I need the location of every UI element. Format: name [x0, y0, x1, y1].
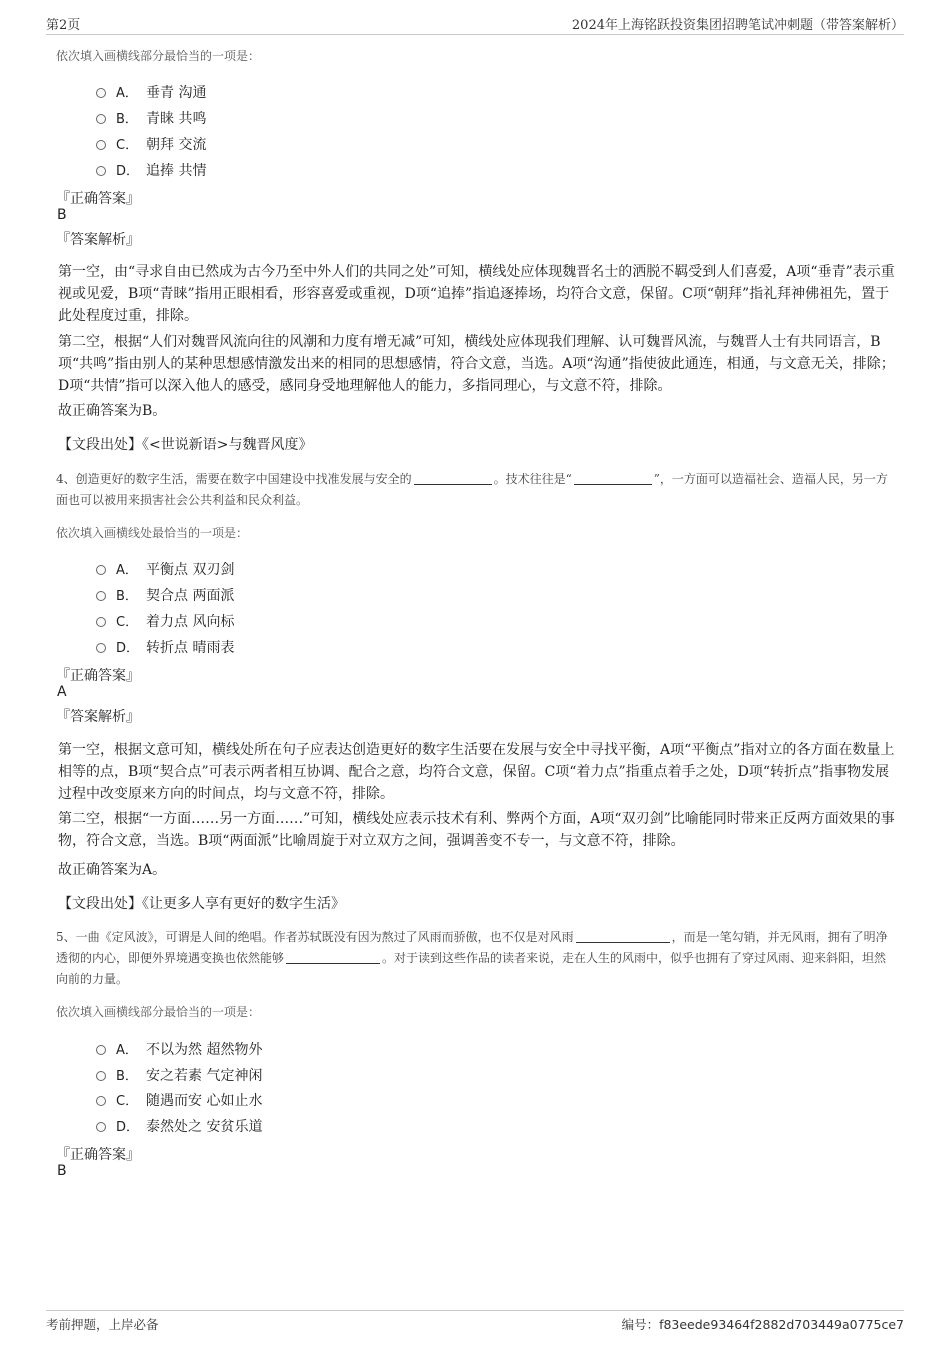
document-title: 2024年上海铭跃投资集团招聘笔试冲刺题（带答案解析） [571, 18, 904, 33]
radio-icon[interactable] [96, 617, 106, 627]
q4-analysis-1: 第一空，根据文意可知，横线处所在句子应表达创造更好的数字生活要在发展与安全中寻找平衡，A项“平衡点”指对立的各方面在数量上相等的点，B项“契合点”可表示两者相互协调、配合之意，均符合文意，保留。C项“着力点”指重点着手之处，D项“转折点”指事物发展过程中改变原来方向的时间点，均与文意不符，排除。 [58, 742, 895, 802]
q3-analysis-label: 『答案解析』 [56, 232, 140, 248]
q4-source: 【文段出处】《让更多人享有更好的数字生活》 [58, 896, 345, 912]
page-header [46, 14, 904, 35]
blank-2 [286, 951, 380, 964]
q3-option-d[interactable]: D． 追捧 共情 [96, 160, 206, 180]
q4-analysis-2: 第二空，根据“一方面……另一方面……”可知，横线处应表示技术有利、弊两个方面，A项“双刃剑”比喻能同时带来正反两方面效果的事物，符合文意，当选。B项“两面派”比喻周旋于对立双方之间，强调善变不专一，与文意不符，排除。 [58, 811, 895, 849]
radio-icon[interactable] [96, 1122, 106, 1132]
document-id: 编号：f83eede93464f2882d703449a0775ce7 [621, 1317, 904, 1332]
q5-option-b[interactable]: B． 安之若素 气定神闲 [96, 1065, 262, 1085]
footer-slogan: 考前押题，上岸必备 [46, 1317, 159, 1332]
q5-stem: 5、一曲《定风波》，可谓是人间的绝唱。作者苏轼既没有因为熬过了风雨而骄傲，也不仅是对风雨 ，而是一笔勾销，并无风雨，拥有了明净透彻的内心，即便外界境遇变换也依然能够 。对于读到这些作品的读者来说，走在人生的风雨中，似乎也拥有了穿过风雨、迎来斜阳，坦然向前的力量。 [56, 930, 888, 986]
radio-icon[interactable] [96, 643, 106, 653]
q3-option-b[interactable]: B． 青睐 共鸣 [96, 108, 206, 128]
q3-analysis-3: 故正确答案为B。 [58, 403, 167, 419]
q3-analysis-2: 第二空，根据“人们对魏晋风流向往的风潮和力度有增无减”可知，横线处应体现我们理解、认可魏晋风流，与魏晋人士有共同语言，B项“共鸣”指由别人的某种思想感情激发出来的相同的思想感情，符合文意，当选。A项“沟通”指使彼此通连，相通，与文意无关，排除；D项“共情”指可以深入他人的感受，感同身受地理解他人的能力，多指同理心，与文意不符，排除。 [58, 334, 895, 394]
q4-answer: A [57, 684, 67, 700]
q3-answer-label: 『正确答案』 [56, 191, 140, 207]
radio-icon[interactable] [96, 1045, 106, 1055]
q4-option-d[interactable]: D． 转折点 晴雨表 [96, 637, 234, 657]
q4-analysis-3: 故正确答案为A。 [58, 862, 167, 878]
radio-icon[interactable] [96, 591, 106, 601]
q4-option-a[interactable]: A． 平衡点 双刃剑 [96, 559, 234, 579]
q3-instruction: 依次填入画横线部分最恰当的一项是： [56, 49, 261, 63]
page-number: 第2页 [46, 18, 81, 33]
q5-answer-label: 『正确答案』 [56, 1147, 140, 1163]
q4-analysis-label: 『答案解析』 [56, 709, 140, 725]
q3-option-a[interactable]: A． 垂青 沟通 [96, 82, 206, 102]
q4-instruction: 依次填入画横线处最恰当的一项是： [56, 526, 249, 540]
q5-option-c[interactable]: C． 随遇而安 心如止水 [96, 1090, 262, 1110]
blank-1 [576, 930, 670, 943]
page-footer [46, 1310, 904, 1337]
radio-icon[interactable] [96, 140, 106, 150]
blank-1 [414, 472, 492, 485]
radio-icon[interactable] [96, 114, 106, 124]
q5-option-d[interactable]: D． 泰然处之 安贫乐道 [96, 1116, 262, 1136]
radio-icon[interactable] [96, 565, 106, 575]
q4-option-b[interactable]: B． 契合点 两面派 [96, 585, 234, 605]
q4-stem: 4、创造更好的数字生活，需要在数字中国建设中找准发展与安全的 。技术往往是“ ”，一方面可以造福社会、造福人民，另一方面也可以被用来损害社会公共利益和民众利益。 [56, 472, 888, 507]
q5-instruction: 依次填入画横线部分最恰当的一项是： [56, 1005, 261, 1019]
radio-icon[interactable] [96, 1071, 106, 1081]
radio-icon[interactable] [96, 88, 106, 98]
q5-answer: B [57, 1163, 67, 1179]
radio-icon[interactable] [96, 1096, 106, 1106]
q3-answer: B [57, 207, 67, 223]
q5-option-a[interactable]: A． 不以为然 超然物外 [96, 1039, 262, 1059]
q3-analysis-1: 第一空，由“寻求自由已然成为古今乃至中外人们的共同之处”可知，横线处应体现魏晋名士的洒脱不羁受到人们喜爱，A项“垂青”表示重视或见爱，B项“青睐”指用正眼相看，形容喜爱或重视，D项“追捧”指追逐捧场，均符合文意，保留。C项“朝拜”指礼拜神佛祖先，置于此处程度过重，排除。 [58, 264, 895, 324]
q3-option-c[interactable]: C． 朝拜 交流 [96, 134, 206, 154]
blank-2 [574, 472, 652, 485]
q4-option-c[interactable]: C． 着力点 风向标 [96, 611, 234, 631]
radio-icon[interactable] [96, 166, 106, 176]
q4-answer-label: 『正确答案』 [56, 668, 140, 684]
q3-source: 【文段出处】《<世说新语>与魏晋风度》 [58, 437, 313, 453]
